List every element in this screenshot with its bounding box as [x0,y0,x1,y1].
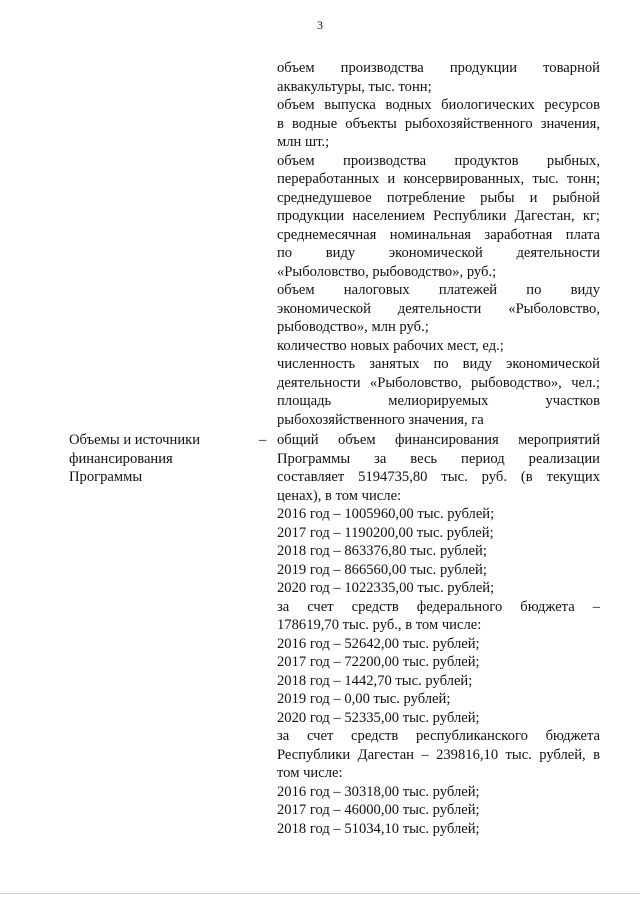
indicator-line: деятельности «Рыболовство, рыбоводство», чел.; [277,374,600,391]
indicator-line: рыбохозяйственного значения, га [277,411,484,428]
label-dash: – [259,432,267,448]
indicator-line: «Рыболовство, рыбоводство», руб.; [277,263,497,280]
indicator-line: объем производства продуктов рыбных, [277,152,600,169]
indicator-line: продукции населением Республики Дагестан, кг; [277,208,600,224]
financing-line: 2016 год – 30318,00 тыс. рублей; [277,783,480,800]
indicator-line: количество новых рабочих мест, ед.; [277,337,504,354]
indicator-line: млн шт.; [277,134,330,150]
indicator-line: аквакультуры, тыс. тонн; [277,78,432,95]
financing-line: 2017 год – 1190200,00 тыс. рублей; [277,524,494,541]
financing-line: том числе: [277,765,343,781]
indicator-line: в водные объекты рыбохозяйственного значения, [277,115,600,132]
financing-line: 2017 год – 72200,00 тыс. рублей; [277,654,480,670]
financing-line: Республики Дагестан – 239816,10 тыс. рублей, в [277,746,600,763]
financing-label-line: финансирования [69,450,173,467]
financing-label-line: Объемы и источники [69,432,201,448]
financing-line: составляет 5194735,80 тыс. руб. (в текущих [277,469,600,485]
financing-line: общий объем финансирования мероприятий [277,432,600,448]
indicator-line: объем выпуска водных биологических ресурсов [277,97,600,113]
indicator-line: площадь мелиорируемых участков [277,393,600,409]
indicator-line: среднемесячная номинальная заработная плата [277,226,600,243]
financing-line: за счет средств республиканского бюджета [277,728,600,744]
financing-line: 2016 год – 52642,00 тыс. рублей; [277,635,480,652]
financing-line: 2016 год – 1005960,00 тыс. рублей; [277,506,495,522]
indicator-line: переработанных и консервированных, тыс. тонн; [277,171,600,187]
page-bottom-edge [0,893,640,894]
page-number: 3 [317,18,323,32]
financing-line: 2019 год – 866560,00 тыс. рублей; [277,561,487,578]
indicator-line: среднедушевое потребление рыбы и рыбной [277,189,600,206]
indicator-line: экономической деятельности «Рыболовство, [277,300,600,317]
financing-line: 2018 год – 863376,80 тыс. рублей; [277,543,487,559]
financing-label-line: Программы [69,469,143,485]
financing-details-list [277,431,600,838]
indicator-line: рыбоводство», млн руб.; [277,319,429,335]
financing-line: 2019 год – 0,00 тыс. рублей; [277,691,451,707]
indicator-line: по виду экономической деятельности [277,245,600,261]
financing-line: 2020 год – 52335,00 тыс. рублей; [277,709,480,726]
financing-line: Программы за весь период реализации [277,450,600,467]
financing-line: за счет средств федерального бюджета – [277,598,600,615]
financing-section-label [69,431,249,487]
indicator-line: объем производства продукции товарной [277,60,600,76]
indicator-line: объем налоговых платежей по виду [277,282,600,298]
financing-line: 2020 год – 1022335,00 тыс. рублей; [277,580,495,596]
financing-line: 178619,70 тыс. руб., в том числе: [277,617,482,633]
financing-line: 2018 год – 1442,70 тыс. рублей; [277,672,473,689]
financing-line: ценах), в том числе: [277,487,402,504]
financing-line: 2017 год – 46000,00 тыс. рублей; [277,802,480,818]
financing-line: 2018 год – 51034,10 тыс. рублей; [277,820,480,837]
indicator-line: численность занятых по виду экономической [277,356,600,372]
target-indicators-list [277,59,600,429]
